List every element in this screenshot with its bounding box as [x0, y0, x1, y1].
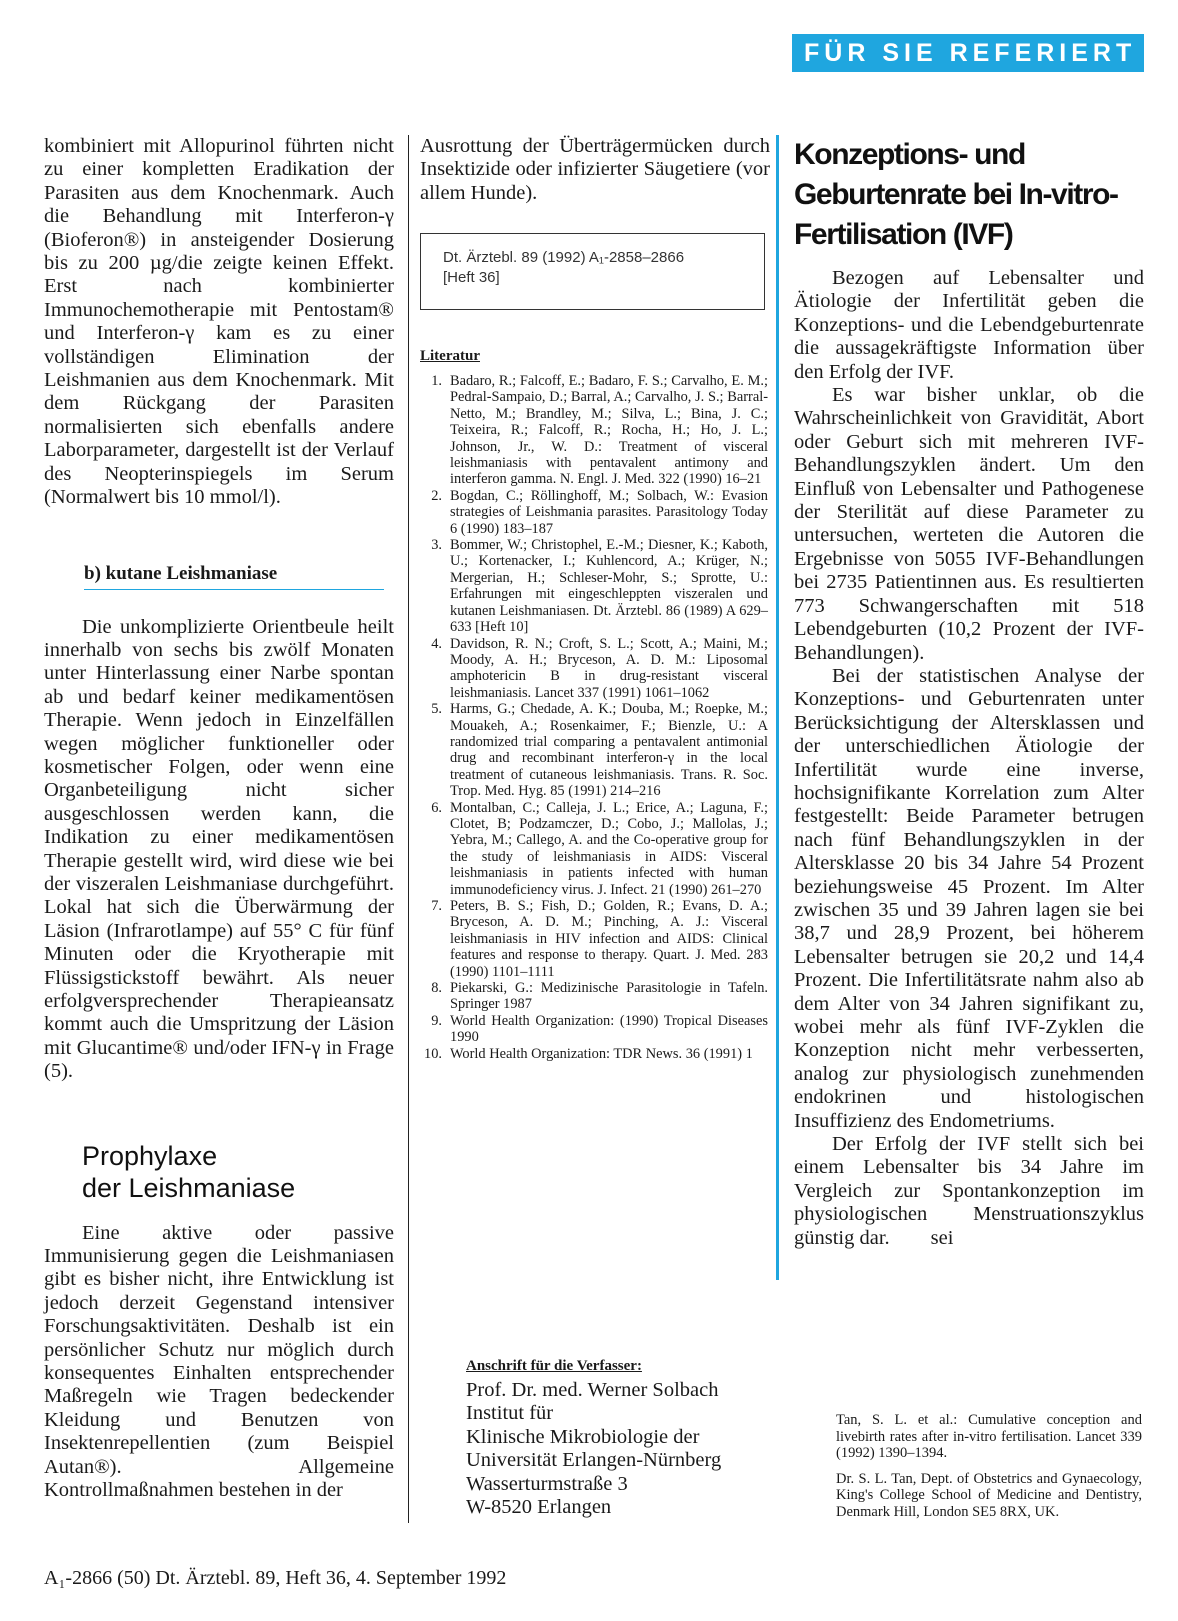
- reference-text: Peters, B. S.; Fish, D.; Golden, R.; Evans, D. A.; Bryceson, A. D. M.; Pinching, A. J.: Visceral leishmaniasis in HIV infection and AIDS: Clinical features and response to therapy. Quart. J. Med. 283 (1990) 1101–1111: [450, 898, 768, 980]
- subheading-kutane: b) kutane Leishmaniase: [84, 563, 384, 590]
- references-list: [420, 373, 768, 1062]
- reference-text: World Health Organization: TDR News. 36 (1991) 1: [450, 1045, 753, 1062]
- section-banner: FÜR SIE REFERIERT: [792, 34, 1144, 72]
- reference-number: 2.: [431, 487, 442, 504]
- references-heading: Literatur: [420, 348, 480, 364]
- section-heading-line2: der Leishmaniase: [82, 1172, 296, 1203]
- reference-number: 9.: [431, 1012, 442, 1029]
- reference-item: [420, 1013, 768, 1046]
- reference-text: Piekarski, G.: Medizinische Parasitologie in Tafeln. Springer 1987: [450, 980, 768, 1013]
- article-title-line1: Konzeptions- und: [794, 138, 1025, 171]
- paragraph: Ausrottung der Überträgermücken durch Insektizide oder infizierter Säugetiere (vor allem Hunde).: [420, 135, 770, 204]
- address-line: Universität Erlangen-Nürnberg: [466, 1449, 722, 1472]
- address-block: [466, 1358, 776, 1519]
- address-line: Wasserturmstraße 3: [466, 1472, 628, 1495]
- citation-line: Dt. Ärztebl. 89 (1992) A₁-2858–2866: [443, 249, 685, 266]
- paragraph: Bezogen auf Lebensalter und Ätiologie der Infertilität geben die Konzeptions- und die Lebendgeburtenrate die aussagekräftigste Information über den Erfolg der IVF.: [794, 267, 1144, 383]
- section-heading-line1: Prophylaxe: [82, 1140, 218, 1171]
- address-line: Institut für: [466, 1402, 554, 1425]
- reference-item: [420, 636, 768, 702]
- reference-number: 1.: [431, 373, 442, 389]
- reference-item: [420, 980, 768, 1013]
- reference-text: Harms, G.; Chedade, A. K.; Douba, M.; Roepke, M.; Mouakeh, A.; Rosenkaimer, F.; Bienzle, U.: A randomized trial comparing a pentavalent antimonial drug and recombinant interferon-γ in the local treatment of cutaneous leishmaniasis. Trans. R. Soc. Trop. Med. Hyg. 85 (1991) 214–216: [450, 701, 768, 800]
- reference-item: [420, 898, 768, 980]
- column-middle: [420, 135, 770, 205]
- reference-text: Bogdan, C.; Röllinghoff, M.; Solbach, W.: Evasion strategies of Leishmania parasites. Parasitology Today 6 (1990) 183–187: [450, 487, 768, 537]
- column-right: [794, 135, 1150, 1250]
- source-note: [836, 1412, 1142, 1530]
- reference-item: [420, 701, 768, 799]
- reference-item: [420, 800, 768, 898]
- reference-text: Montalban, C.; Calleja, J. L.; Erice, A.; Laguna, F.; Clotet, B; Podzamczer, D.; Cobo, J.; Mallolas, J.; Yebra, M.; Callego, A. and the Co-operative group for the study of leishmaniasis in AIDS: Visceral leishmaniasis in patients infected with human immunodeficiency virus. J. Infect. 21 (1990) 261–270: [450, 799, 768, 898]
- reference-text: Davidson, R. N.; Croft, S. L.; Scott, A.; Maini, M.; Moody, A. H.; Bryceson, A. D. M.: Liposomal amphotericin B in drug-resistant visceral leishmaniasis. Lancet 337 (1991) 1061–1062: [450, 635, 768, 701]
- reference-number: 10.: [424, 1045, 442, 1062]
- paragraph: Bei der statistischen Analyse der Konzeptions- und Geburtenraten unter Berücksichtigung der Altersklassen und der unterschiedlichen Ätiologie der Infertilität wurde eine inverse, hochsignifikante Korrelation zum Alter festgestellt: Beide Parameter betrugen nach fünf Behandlungszyklen in der Altersklasse 20 bis 34 Jahre 54 Prozent beziehungsweise 45 Prozent. Im Alter zwischen 35 und 39 Jahren lagen sie bei 38,7 und 28,9 Prozent, bei höherem Lebensalter betrugen sie 20,2 und 14,4 Prozent. Die Infertilitätsrate nahm also ab dem Alter von 34 Jahren signifikant zu, wobei mehr als fünf IVF-Zyklen die Konzeption nicht mehr verbesserten, analog zur physiologisch zunehmenden endokrinen und histologischen Insuffizienz des Endometriums.: [794, 664, 1144, 1132]
- column-divider-accent: [776, 135, 779, 1280]
- paragraph: Eine aktive oder passive Immunisierung gegen die Leishmaniasen gibt es bisher nicht, ihre Entwicklung ist jedoch derzeit Gegenstand intensiver Forschungsaktivitäten. Deshalb ist ein persönlicher Schutz nur möglich durch konsequentes Einhalten entsprechender Maßregeln wie Tragen bedeckender Kleidung und Benutzen von Insektenrepellentien (zum Beispiel Autan®). Allgemeine Kontrollmaßnahmen bestehen in der: [44, 1221, 394, 1502]
- address-lines: [466, 1379, 776, 1519]
- paragraph: Der Erfolg der IVF stellt sich bei einem Lebensalter bis 34 Jahre im Vergleich zur Spontankonzeption im physiologischen Menstruationszyklus günstig dar. sei: [794, 1133, 1150, 1249]
- source-address: Dr. S. L. Tan, Dept. of Obstetrics and Gynaecology, King's College School of Medicine and Dentistry, Denmark Hill, London SE5 8RX, UK.: [836, 1470, 1142, 1520]
- reference-item: [420, 1046, 768, 1062]
- reference-item: [420, 537, 768, 635]
- page-footer: A₁-2866 (50) Dt. Ärztebl. 89, Heft 36, 4. September 1992: [44, 1567, 507, 1589]
- reference-item: [420, 373, 768, 488]
- address-line: Prof. Dr. med. Werner Solbach: [466, 1379, 719, 1401]
- paragraph: Es war bisher unklar, ob die Wahrscheinlichkeit von Gravidität, Abort oder Geburt sich mit mehreren IVF-Behandlungszyklen ändert. Um den Einfluß von Lebensalter und Pathogenese der Sterilität auf diese Parameter zu untersuchen, werteten die Autoren die Ergebnisse von 5055 IVF-Behandlungen bei 2735 Patientinnen aus. Es resultierten 773 Schwangerschaften mit 518 Lebendgeburten (10,2 Prozent der IVF-Behandlungen).: [794, 384, 1144, 664]
- reference-number: 6.: [431, 799, 442, 816]
- reference-number: 5.: [431, 701, 442, 718]
- address-heading: Anschrift für die Verfasser:: [466, 1358, 642, 1374]
- address-line: W-8520 Erlangen: [466, 1496, 612, 1519]
- reference-number: 7.: [431, 898, 442, 914]
- column-left: [44, 135, 394, 1503]
- reference-text: World Health Organization: (1990) Tropical Diseases 1990: [450, 1012, 768, 1046]
- reference-number: 4.: [431, 635, 442, 652]
- citation-box: [420, 233, 765, 310]
- article-title-line3: Fertilisation (IVF): [794, 218, 1013, 251]
- reference-number: 8.: [431, 980, 442, 997]
- reference-item: [420, 488, 768, 537]
- paragraph: kombiniert mit Allopurinol führten nicht zu einer kompletten Eradikation der Parasiten aus dem Knochenmark. Auch die Behandlung mit Interferon-γ (Bioferon®) in ansteigender Dosierung bis zu 200 µg/die zeigte keinen Effekt. Erst nach kombinierter Immunochemotherapie mit Pentostam® und Interferon-γ kam es zu einer vollständigen Elimination der Leishmanien aus dem Knochenmark. Mit dem Rückgang der Parasiten normalisierten sich ebenfalls andere Laborparameter, dargestellt ist der Verlauf des Neopterinspiegels im Serum (Normalwert bis 10 mmol/l).: [44, 135, 394, 509]
- column-divider: [408, 135, 409, 1523]
- paragraph: Die unkomplizierte Orientbeule heilt innerhalb von sechs bis zwölf Monaten unter Hinterlassung einer Narbe spontan ab und bedarf keiner medikamentösen Therapie. Wenn jedoch in Einzelfällen wegen möglicher funktioneller oder kosmetischer Folgen, oder wenn eine Organbeteiligung nicht sicher ausgeschlossen werden kann, die Indikation zu einer medikamentösen Therapie gestellt wird, wird diese wie bei der viszeralen Leishmaniase durchgeführt. Lokal hat sich die Überwärmung der Läsion (Infrarotlampe) auf 55° C für fünf Minuten oder die Kryotherapie mit Flüssigstickstoff bewährt. Als neuer erfolgversprechender Therapieansatz kommt auch die Umspritzung der Läsion mit Glucantime® und/oder IFN-γ in Frage (5).: [44, 615, 394, 1083]
- source-citation: Tan, S. L. et al.: Cumulative conception and livebirth rates after in-vitro fertilisation. Lancet 339 (1992) 1390–1394.: [836, 1412, 1142, 1462]
- citation-line: [Heft 36]: [443, 269, 500, 286]
- reference-text: Bommer, W.; Christophel, E.-M.; Diesner, K.; Kaboth, U.; Kortenacker, I.; Kuhlencord, A.; Krüger, N.; Mergerian, H.; Schleser-Mohr, S.; Sprotte, U.: Erfahrungen mit eingeschleppten viszeralen und kutanen Leishmaniasen. Dt. Ärztebl. 86 (1989) A 629–633 [Heft 10]: [450, 537, 768, 636]
- reference-number: 3.: [431, 537, 442, 554]
- reference-text: Badaro, R.; Falcoff, E.; Badaro, F. S.; Carvalho, E. M.; Pedral-Sampaio, D.; Barral, A.; Carvalho, J. S.; Barral-Netto, M.; Brandley, M.; Silva, L.; Bina, J. C.; Teixeira, R.; Falcoff, R.; Rocha, H.; Ho, J. L.; Johnson, Jr., W. D.: Treatment of visceral leishmaniasis with pentavalent antimony and interferon gamma. N. Engl. J. Med. 322 (1990) 16–21: [450, 373, 768, 488]
- article-title-line2: Geburtenrate bei In-vitro-: [794, 178, 1118, 211]
- address-line: Klinische Mikrobiologie der: [466, 1425, 700, 1448]
